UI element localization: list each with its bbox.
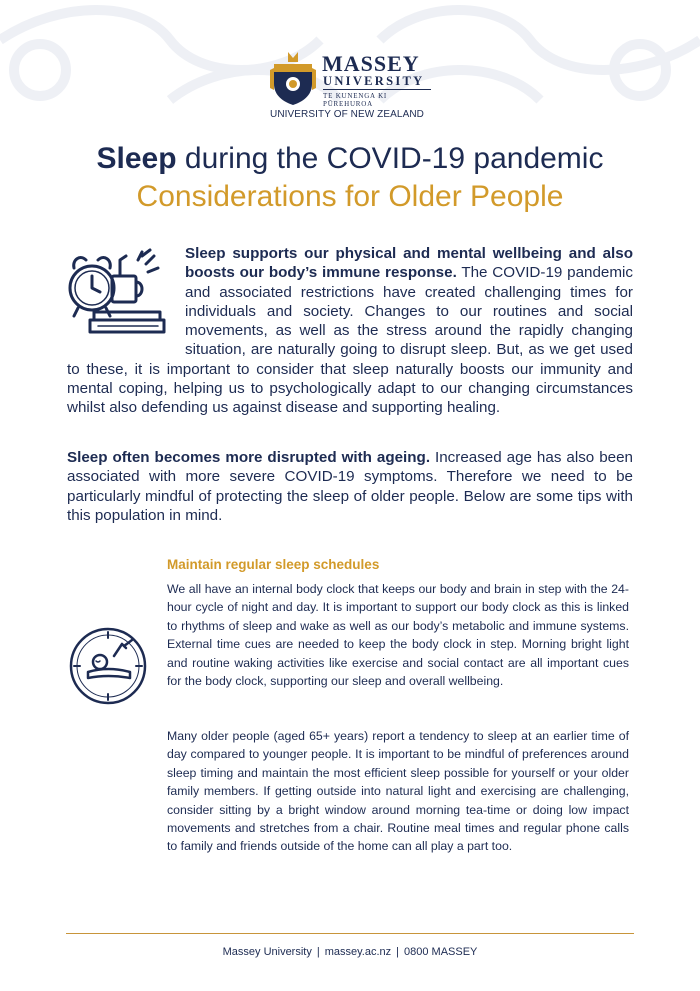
- footer-sep-1: |: [316, 946, 320, 958]
- clock-sleeper-icon: [66, 624, 150, 708]
- logo-maori: TE KUNENGA KI PŪREHUROA: [323, 92, 388, 108]
- intro-paragraph: [67, 244, 633, 418]
- logo-sub: UNIVERSITY: [323, 74, 425, 88]
- intro-lead: Sleep supports our physical and mental wellbeing and also boosts our body’s immune response.: [185, 245, 633, 282]
- ageing-paragraph: [67, 448, 633, 525]
- logo-rule: [323, 89, 431, 90]
- section-heading: Maintain regular sleep schedules: [167, 557, 380, 572]
- intro-text: The COVID-19 pandemic and associated restrictions have created challenging times for individuals and society. Changes to our routines and social movements, as well as the stress around the rapidly changing situation, are naturally going to disrupt sleep. But, as we get used to these, it is important to consider that sleep naturally boosts our immunity and mental coping, helping us to psychologically adapt to our changing circumstances whilst also defending us against disease and supporting healing.: [67, 264, 633, 417]
- footer-phone: 0800 MASSEY: [404, 946, 478, 958]
- schedule-paragraph-2: Many older people (aged 65+ years) report a tendency to sleep at an earlier time of day compared to younger people. It is important to be mindful of preferences around sleep timing and maintain the most efficient sleep possible for yourself or your older family members. If getting outside into natural light and exercising are challenging, consider sitting by a bright window around morning tea-time or doing low impact movements and stretches from a chair. Routine meal times and regular phone calls to family and friends outside of the home can all play a part too.: [167, 729, 629, 854]
- footer-sep-2: |: [396, 946, 400, 958]
- ageing-text: Increased age has also been associated with more severe COVID-19 symptoms. Therefore we need to be particularly mindful of protecting the sleep of older people. Below are some tips with this population in mind.: [67, 449, 633, 524]
- page-subtitle: Considerations for Older People: [136, 180, 564, 213]
- title-strong: Sleep: [96, 142, 177, 175]
- ageing-lead: Sleep often becomes more disrupted with ageing.: [67, 449, 431, 466]
- title-rest: during the COVID-19 pandemic: [176, 142, 604, 175]
- footer-site: massey.ac.nz: [324, 946, 392, 958]
- schedule-paragraph-1: We all have an internal body clock that keeps our body and brain in step with the 24-hour cycle of night and day. It is important to support our body clock as this is linked to rhythms of sleep and wake as well as our body’s metabolic and immune systems. External time cues are needed to keep the body clock in step. Morning bright light and routine waking activities like exercise and social contact are all important cues for the body clock, supporting our sleep and overall wellbeing.: [167, 582, 629, 689]
- intro-icon-space: [67, 244, 185, 356]
- page-title: [0, 140, 700, 177]
- massey-logo: [268, 50, 438, 122]
- logo-tagline: UNIVERSITY OF NEW ZEALAND: [270, 109, 425, 120]
- footer-divider: [66, 933, 634, 934]
- crest-icon: [268, 50, 318, 106]
- logo-name: MASSEY: [322, 51, 420, 76]
- footer: [0, 946, 700, 958]
- footer-org: Massey University: [222, 946, 312, 958]
